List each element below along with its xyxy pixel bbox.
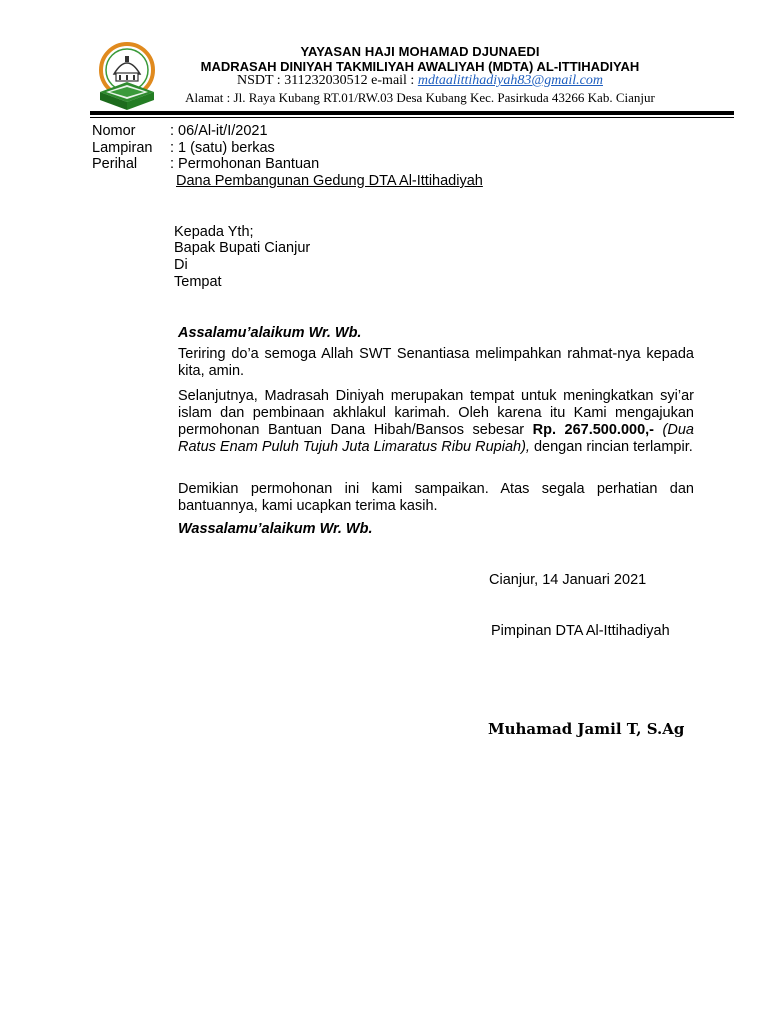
nsdt-label: NSDT : 311232030512 e-mail : bbox=[237, 73, 418, 88]
recipient-line-2: Bapak Bupati Cianjur bbox=[174, 240, 311, 256]
paragraph-2 bbox=[178, 388, 694, 456]
letterhead-divider-thick bbox=[90, 111, 734, 115]
request-amount: Rp. 267.500.000,- bbox=[532, 422, 655, 438]
paragraph-1: Teriring do’a semoga Allah SWT Senantiasa melimpahkan rahmat-nya kepada kita, amin. bbox=[178, 346, 694, 379]
school-name: MADRASAH DINIYAH TAKMILIYAH AWALIYAH (MDTA) AL-ITTIHADIYAH bbox=[200, 59, 640, 74]
signatory-name: Muhamad Jamil T, S.Ag bbox=[488, 720, 685, 738]
letterhead-divider-thin bbox=[90, 117, 734, 118]
paragraph-3: Demikian permohonan ini kami sampaikan. Atas segala perhatian dan bantuannya, kami ucapkan terima kasih. bbox=[178, 481, 694, 514]
recipient-line-4: Tempat bbox=[174, 274, 222, 290]
nsdt-email-line bbox=[160, 73, 680, 89]
lampiran-label: Lampiran bbox=[92, 140, 153, 156]
foundation-name: YAYASAN HAJI MOHAMAD DJUNAEDI bbox=[300, 44, 540, 59]
address-line: Alamat : Jl. Raya Kubang RT.01/RW.03 Desa Kubang Kec. Pasirkuda 43266 Kab. Cianjur bbox=[185, 90, 655, 105]
recipient-line-1: Kepada Yth; bbox=[174, 224, 254, 240]
closing: Wassalamu’alaikum Wr. Wb. bbox=[178, 521, 373, 537]
signatory-position: Pimpinan DTA Al-Ittihadiyah bbox=[491, 623, 670, 639]
greeting: Assalamu’alaikum Wr. Wb. bbox=[178, 325, 362, 341]
paragraph-2-text: Selanjutnya, Madrasah Diniyah merupakan tempat untuk meningkatkan syi’ar islam dan pembinaan akhlakul karimah. Oleh karena itu Kami mengajukan permohonan Bantuan Dana Hibah/Bansos sebesar bbox=[178, 388, 694, 438]
email-link[interactable]: mdtaalittihadiyah83@gmail.com bbox=[417, 73, 603, 88]
perihal-value: : Permohonan Bantuan bbox=[170, 156, 320, 172]
place-date: Cianjur, 14 Januari 2021 bbox=[489, 572, 647, 588]
nomor-label: Nomor bbox=[92, 123, 136, 139]
perihal-label: Perihal bbox=[92, 156, 138, 172]
perihal-detail: Dana Pembangunan Gedung DTA Al-Ittihadiyah bbox=[176, 173, 483, 189]
nomor-value: : 06/Al-it/I/2021 bbox=[170, 123, 268, 139]
paragraph-2-end: dengan rincian terlampir. bbox=[529, 439, 693, 455]
lampiran-value: : 1 (satu) berkas bbox=[170, 140, 275, 156]
amount-in-words: (Dua Ratus Enam Puluh Tujuh Juta Limaratus Ribu Rupiah), bbox=[178, 422, 694, 455]
recipient-line-3: Di bbox=[174, 257, 188, 273]
